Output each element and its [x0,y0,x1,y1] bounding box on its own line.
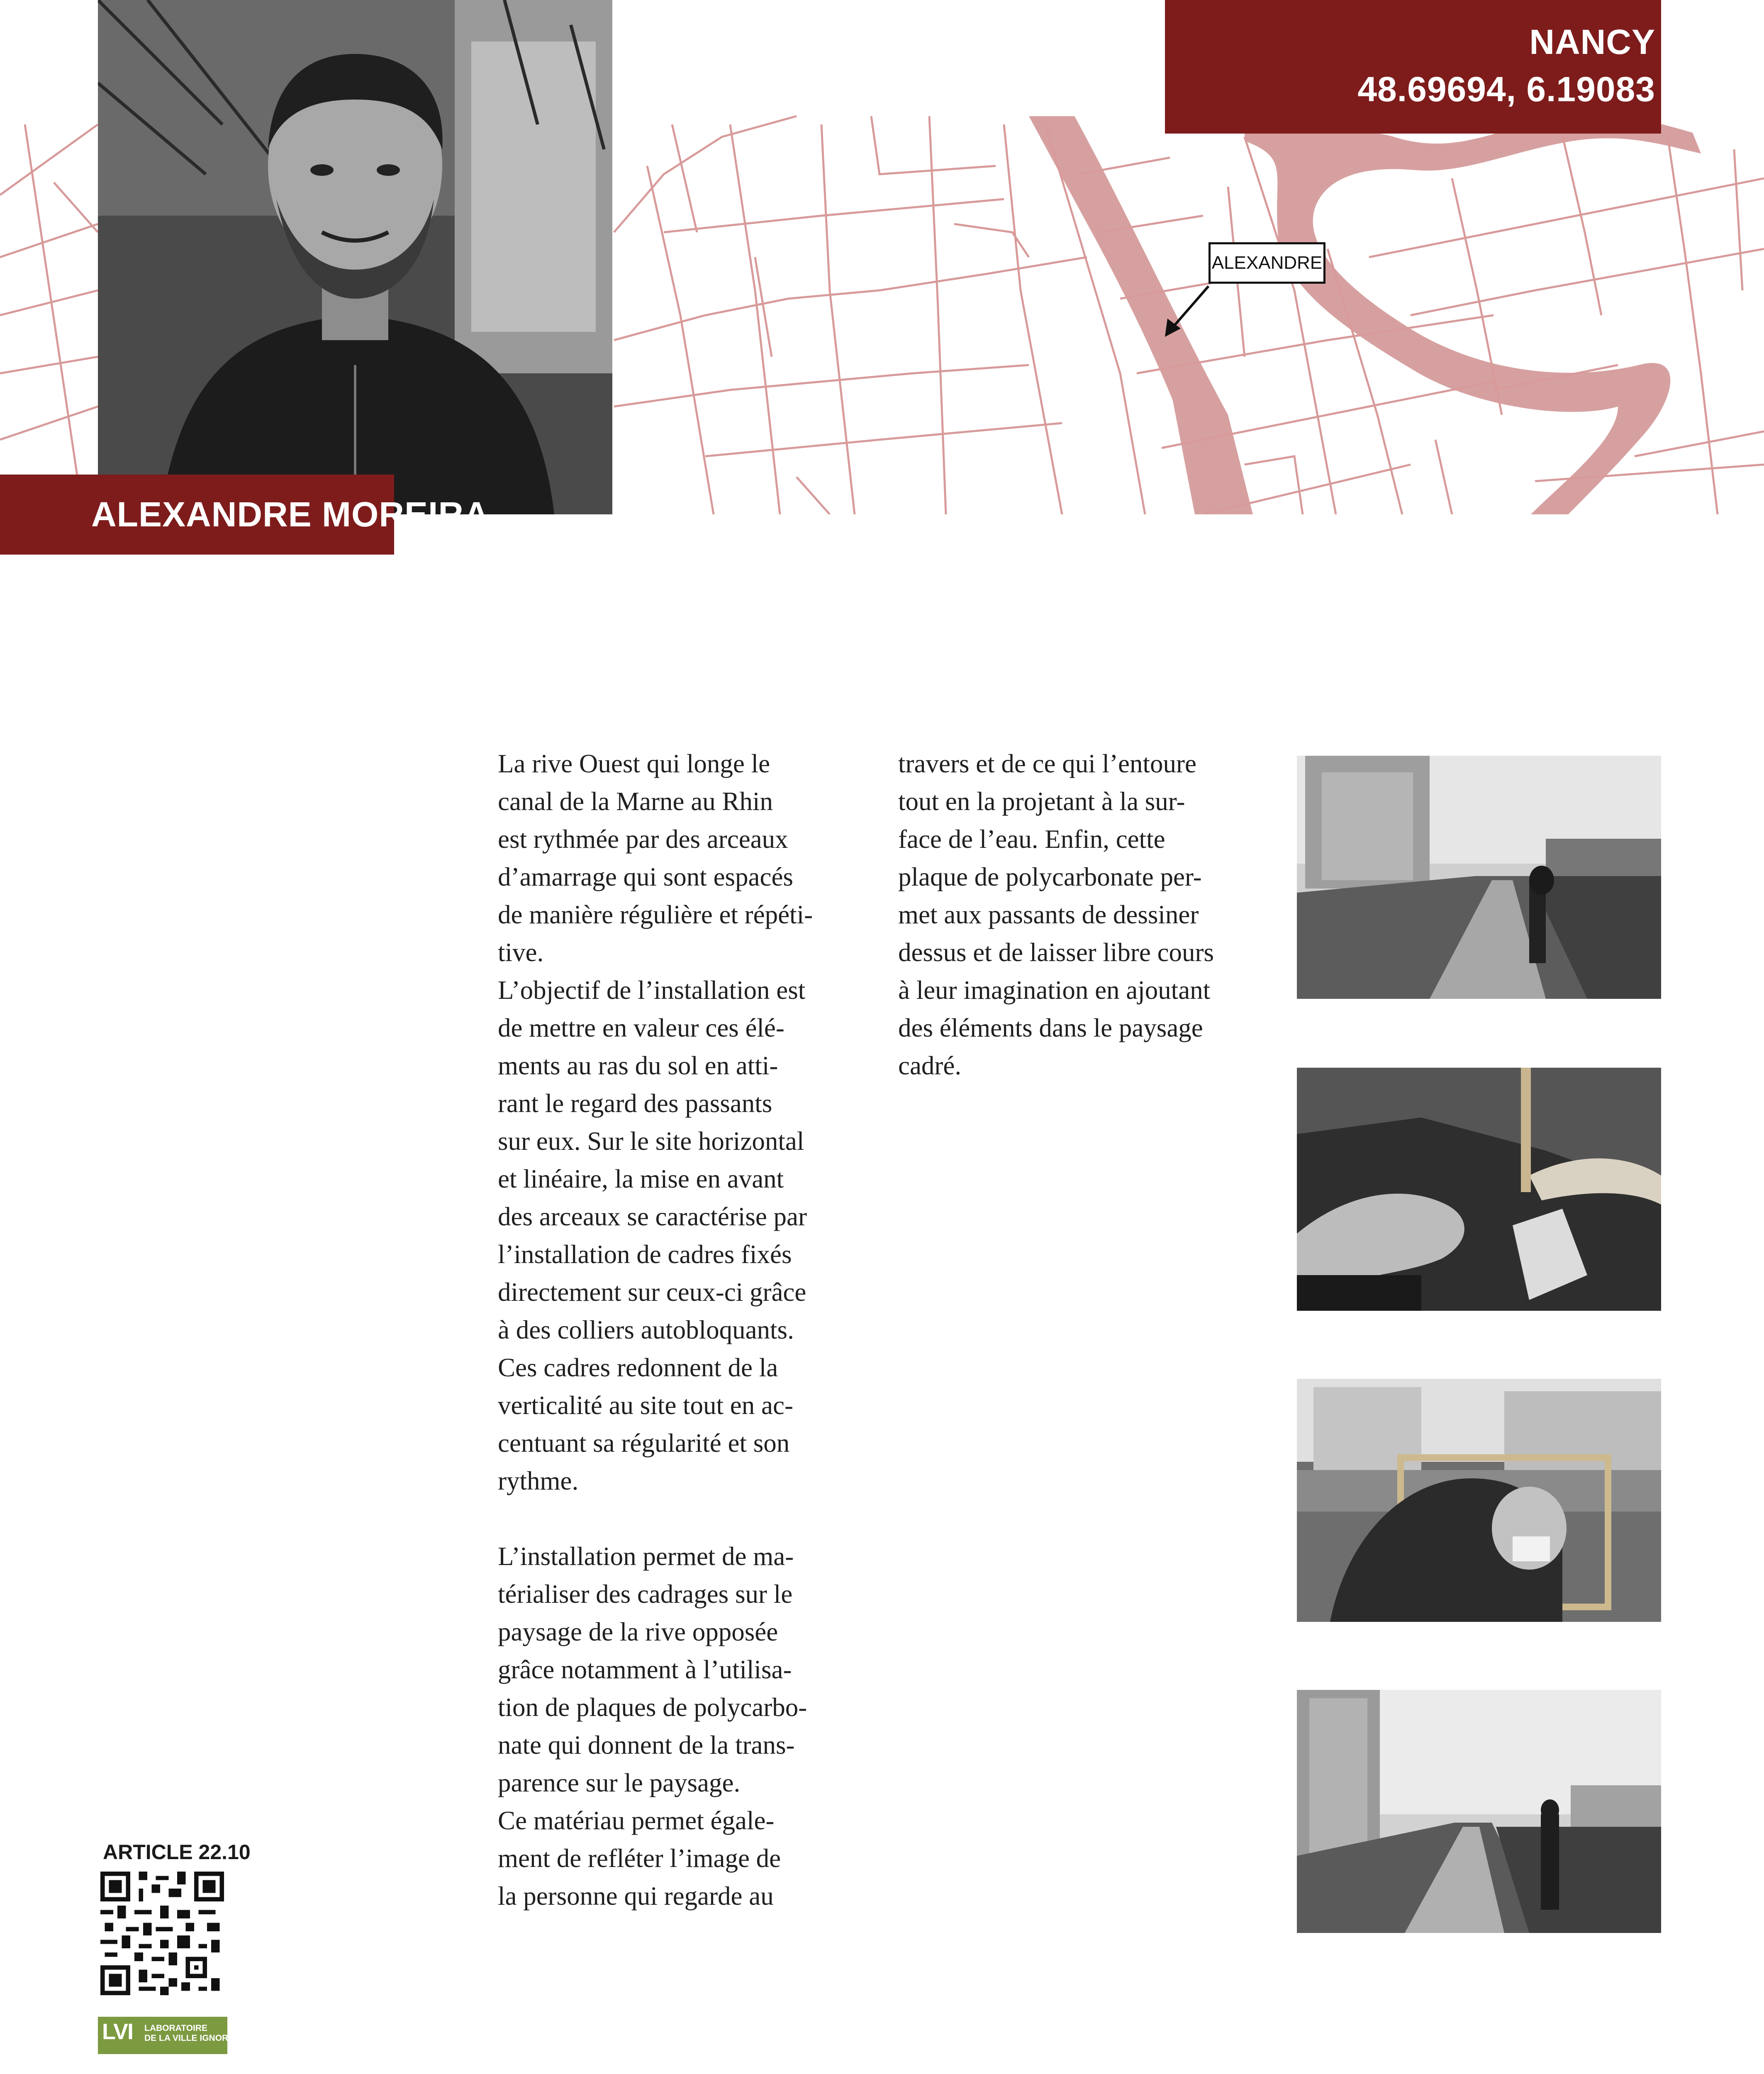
text-line: de mettre en valeur ces élé- [498,1013,785,1042]
person-name: ALEXANDRE MOREIRA [0,475,394,555]
text-line: la personne qui regarde au [498,1882,774,1911]
text-line: centuant sa régularité et son [498,1429,790,1458]
article-number: ARTICLE 22.10 [103,1840,251,1864]
text-line: des éléments dans le paysage [898,1013,1203,1042]
text-line: parence sur le paysage. [498,1768,741,1797]
text-line: Ces cadres redonnent de la [498,1353,778,1382]
gps-coordinates: 48.69694, 6.19083 [1357,70,1655,109]
text-line: térialiser des cadrages sur le [498,1580,793,1609]
text-line: des arceaux se caractérise par [498,1202,807,1231]
city-name: NANCY [1529,22,1655,61]
text-line: tion de plaques de polycarbo- [498,1693,807,1722]
text-line: rant le regard des passants [498,1089,772,1118]
text-line: directement sur ceux-ci grâce [498,1278,806,1307]
text-line: à des colliers autobloquants. [498,1315,794,1344]
text-line: paysage de la rive opposée [498,1617,778,1646]
text-line: nate qui donnent de la trans- [498,1731,795,1760]
portrait-photo [98,0,612,514]
body-text-column-1 [498,745,863,1915]
photo-person-at-canal [1297,1690,1661,1933]
text-line: L’installation permet de ma- [498,1542,794,1571]
lvi-logo-mark: LVI [102,2019,133,2044]
text-line: face de l’eau. Enfin, cette [898,825,1165,854]
lvi-logo [98,2017,240,2054]
text-line: met aux passants de dessiner [898,900,1199,929]
text-line: cadré. [898,1051,962,1080]
text-line: plaque de polycarbonate per- [898,862,1202,891]
text-line: ment de refléter l’image de [498,1844,781,1873]
text-line: est rythmée par des arceaux [498,825,788,854]
text-line: L’objectif de l’installation est [498,976,806,1005]
text-line: et linéaire, la mise en avant [498,1164,784,1193]
river [1029,114,1701,514]
text-line: sur eux. Sur le site horizontal [498,1127,804,1156]
text-line: Ce matériau permet égale- [498,1806,775,1835]
text-line: verticalité au site tout en ac- [498,1391,793,1420]
text-line: l’installation de cadres fixés [498,1240,792,1269]
text-line: travers et de ce qui l’entoure [898,749,1196,778]
text-line: d’amarrage qui sont espacés [498,862,793,891]
paragraph-gap [498,1500,863,1538]
text-line: La rive Ouest qui longe le [498,749,770,778]
map-marker-label: ALEXANDRE [1208,242,1325,284]
text-line: tive. [498,938,544,967]
text-line: à leur imagination en ajoutant [898,976,1211,1005]
text-line: canal de la Marne au Rhin [498,787,773,816]
text-line: ments au ras du sol en atti- [498,1051,778,1080]
text-line: de manière régulière et répéti- [498,900,813,929]
text-line: grâce notamment à l’utilisa- [498,1655,792,1684]
qr-code-icon[interactable] [100,1872,224,1995]
photo-canal-towpath [1297,756,1661,999]
text-line: tout en la projetant à la sur- [898,787,1185,816]
photo-hands-closeup [1297,1068,1661,1311]
text-line: dessus et de laisser libre cours [898,938,1214,967]
lvi-logo-text: LABORATOIRE DE LA VILLE IGNORÉE [144,2023,240,2043]
text-line: rythme. [498,1466,579,1495]
location-box [1165,0,1661,134]
body-text-column-2 [898,745,1263,1085]
photo-framed-view [1297,1379,1661,1622]
